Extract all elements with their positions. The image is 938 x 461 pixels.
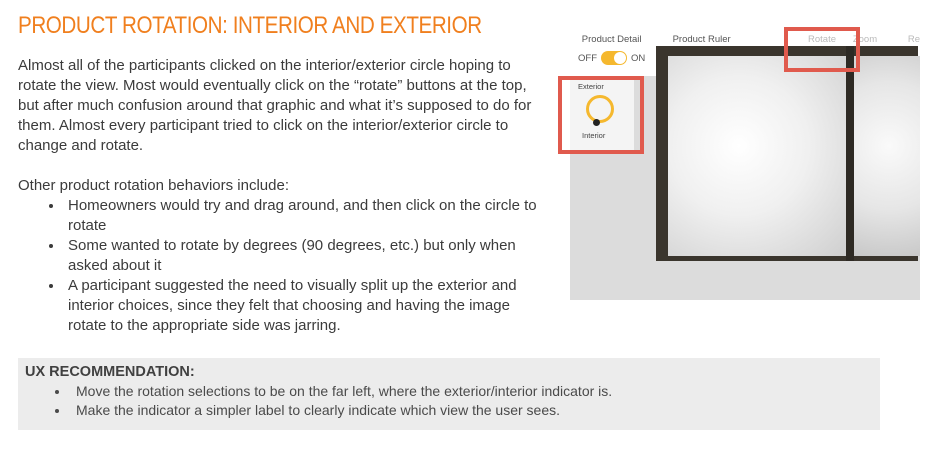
- list-item: • A participant suggested the need to visually split up the exterior and interior choices, since they felt that choosing and having the image rotate to the appropriate side was jarring.: [64, 276, 548, 336]
- configurator-screenshot: [558, 26, 920, 300]
- list-item: • Homeowners would try and drag around, and then click on the circle to rotate: [64, 196, 548, 236]
- behaviors-list: [18, 196, 548, 336]
- window-mullion: [846, 46, 854, 261]
- paragraph-findings: Almost all of the participants clicked on the interior/exterior circle hoping to rotate the view. Most would eventually click on the “rotate” buttons at the top, but after much confusion around that graphic and what it’s supposed to do for them. Almost every participant tried to click on the interior/exterior circle to change and rotate.: [18, 57, 532, 154]
- ux-recommendation-title: UX RECOMMENDATION:: [25, 364, 195, 380]
- body-text: [18, 56, 548, 336]
- ux-recommendation-list: [25, 382, 880, 420]
- product-detail-label: Product Detail: [581, 34, 642, 45]
- product-detail-toggle[interactable]: [601, 51, 627, 65]
- toggle-off-label: OFF: [578, 52, 597, 64]
- section-title: PRODUCT ROTATION: INTERIOR AND EXTERIOR: [18, 12, 482, 39]
- indicator-highlight-box: [558, 76, 644, 154]
- toggle-on-label: ON: [631, 52, 646, 64]
- reset-label: Re: [907, 34, 920, 45]
- exterior-label: Exterior: [578, 82, 604, 91]
- rotate-label: Rotate: [808, 34, 836, 45]
- list-item: • Move the rotation selections to be on the far left, where the exterior/interior indicator is.: [70, 382, 880, 401]
- ux-recommendation-box: [18, 358, 880, 430]
- list-item: • Make the indicator a simpler label to clearly indicate which view the user sees.: [70, 401, 880, 420]
- window-glass-right: [854, 56, 920, 256]
- product-detail-group: [578, 34, 645, 65]
- product-ruler-label: Product Ruler: [672, 34, 731, 45]
- zoom-label: Zoom: [852, 34, 878, 45]
- rotate-highlight-box: [784, 27, 860, 72]
- list-item: • Some wanted to rotate by degrees (90 degrees, etc.) but only when asked about it: [64, 236, 548, 276]
- interior-label: Interior: [582, 131, 606, 140]
- window-glass-left: [668, 56, 846, 256]
- paragraph-behaviors-intro: Other product rotation behaviors include:: [18, 177, 289, 194]
